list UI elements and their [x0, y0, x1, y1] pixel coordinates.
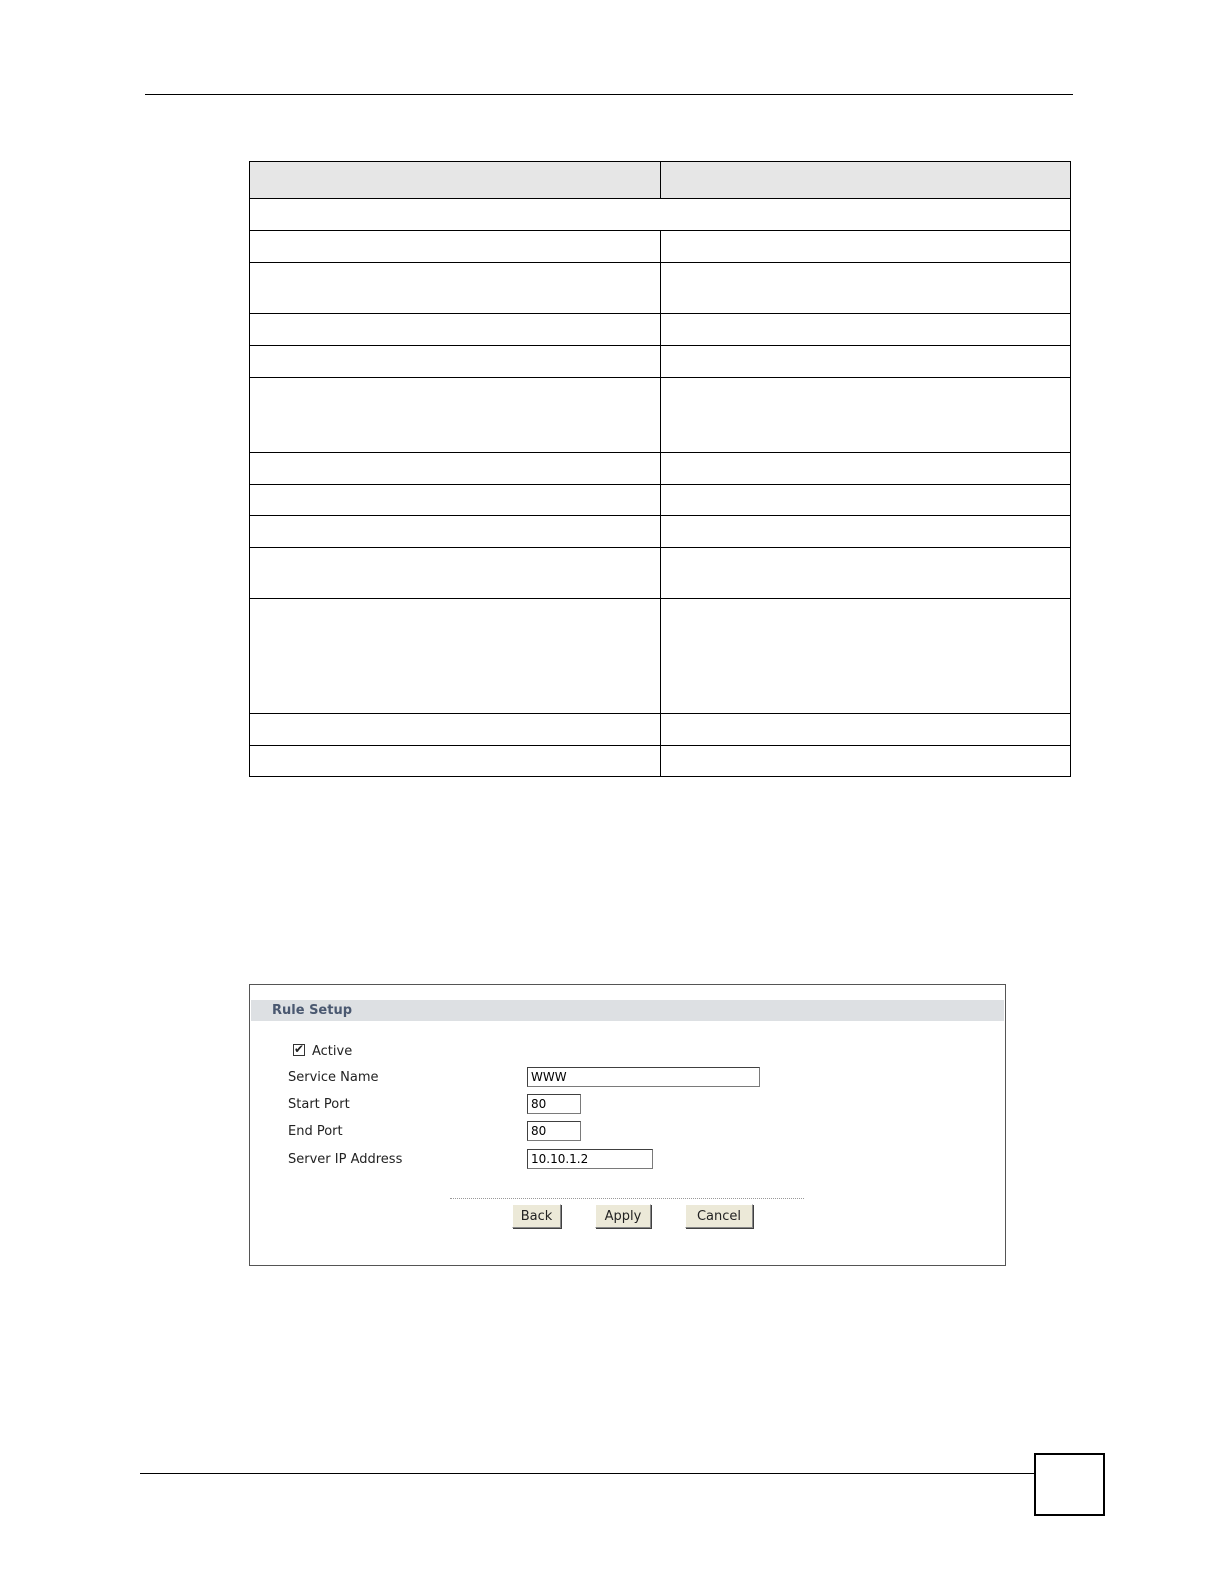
table-cell [250, 314, 661, 346]
server-ip-label: Server IP Address [288, 1152, 403, 1167]
table-row [250, 548, 1071, 599]
active-checkbox[interactable] [293, 1044, 305, 1056]
table-row [250, 746, 1071, 777]
table-section-cell [250, 199, 1071, 231]
end-port-label: End Port [288, 1124, 343, 1139]
checkmark-icon: ✔ [294, 1042, 305, 1056]
active-label: Active [312, 1044, 353, 1059]
table-cell [250, 378, 661, 453]
end-port-input[interactable] [527, 1121, 581, 1141]
start-port-input[interactable] [527, 1094, 581, 1114]
table-cell [250, 453, 661, 485]
table-cell [660, 714, 1071, 746]
footer-rule [140, 1473, 1035, 1474]
table-cell [660, 346, 1071, 378]
table-row [250, 453, 1071, 485]
table-row [250, 378, 1071, 453]
table-cell [660, 263, 1071, 314]
table-cell [660, 453, 1071, 485]
service-name-input[interactable] [527, 1067, 760, 1087]
field-description-table [249, 161, 1071, 777]
cancel-button[interactable]: Cancel [685, 1204, 753, 1228]
table-cell [660, 314, 1071, 346]
table-cell [660, 516, 1071, 548]
table-row [250, 199, 1071, 231]
table-cell [250, 516, 661, 548]
table-cell [660, 599, 1071, 714]
table-header-cell [660, 162, 1071, 199]
header-rule [145, 94, 1073, 95]
rule-setup-screenshot [249, 984, 1006, 1266]
table-cell [250, 548, 661, 599]
table-cell [660, 746, 1071, 777]
table-cell [250, 485, 661, 516]
page-number-box [1034, 1453, 1105, 1516]
table-cell [250, 231, 661, 263]
table-cell [250, 714, 661, 746]
table-cell [660, 231, 1071, 263]
table-row [250, 714, 1071, 746]
table-row [250, 314, 1071, 346]
table-cell [660, 548, 1071, 599]
table-row [250, 263, 1071, 314]
table-cell [250, 599, 661, 714]
table-row [250, 516, 1071, 548]
table-header-cell [250, 162, 661, 199]
back-button[interactable]: Back [512, 1204, 561, 1228]
table-cell [250, 746, 661, 777]
table-header-row [250, 162, 1071, 199]
table-row [250, 599, 1071, 714]
table-cell [660, 485, 1071, 516]
table-cell [250, 263, 661, 314]
table-row [250, 485, 1071, 516]
dotted-divider [450, 1198, 804, 1199]
service-name-label: Service Name [288, 1070, 379, 1085]
apply-button[interactable]: Apply [595, 1204, 651, 1228]
server-ip-input[interactable] [527, 1149, 653, 1169]
table-cell [250, 346, 661, 378]
panel-title: Rule Setup [251, 1000, 1004, 1021]
start-port-label: Start Port [288, 1097, 350, 1112]
table-row [250, 231, 1071, 263]
table-cell [660, 378, 1071, 453]
table-row [250, 346, 1071, 378]
